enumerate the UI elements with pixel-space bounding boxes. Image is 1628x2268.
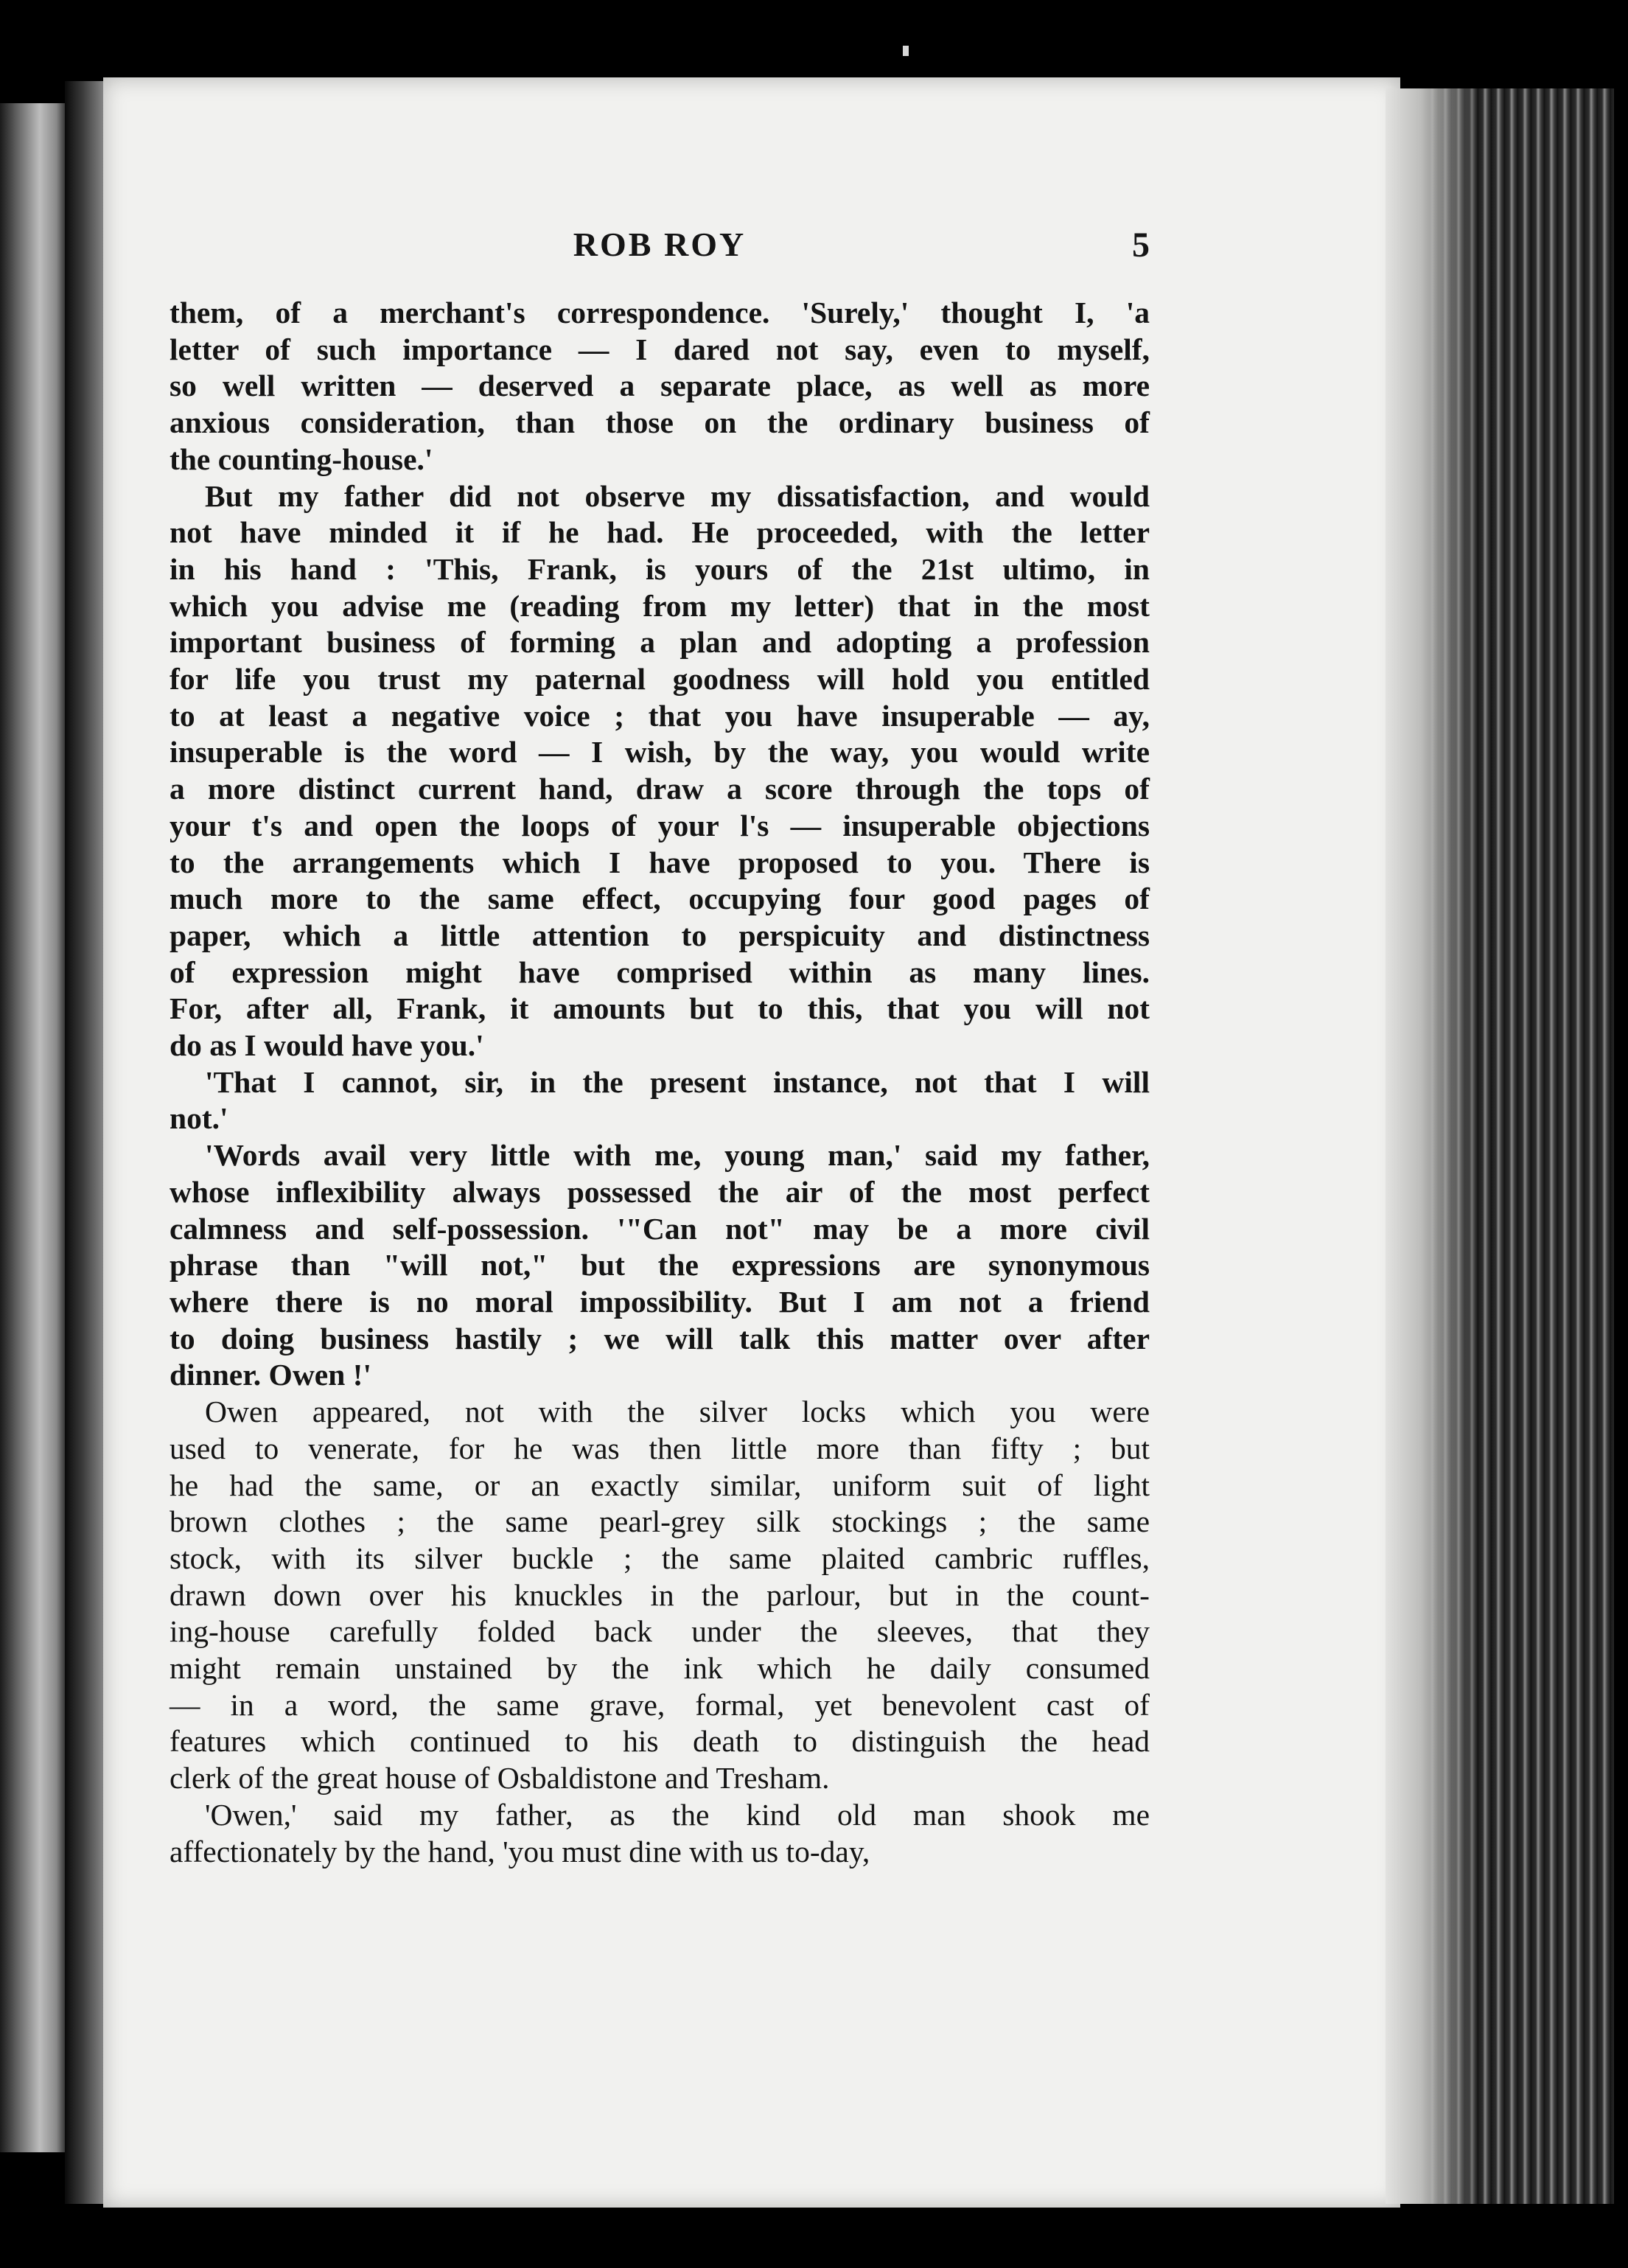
- text-line: much more to the same effect, occupying four good pages of: [170, 882, 1150, 916]
- text-line: affectionately by the hand, 'you must dine with us to-day,: [170, 1834, 870, 1869]
- running-head: [170, 225, 1150, 269]
- text-line: which you advise me (reading from my letter) that in the most: [170, 588, 1150, 623]
- text-line: in his hand : 'This, Frank, is yours of the 21st ultimo, in: [170, 551, 1150, 586]
- paragraph: [170, 1394, 1150, 1797]
- text-line: calmness and self-possession. '"Can not" may be a more civil: [170, 1211, 1150, 1246]
- text-line: where there is no moral impossibility. But I am not a friend: [170, 1284, 1150, 1319]
- text-line: dinner. Owen !': [170, 1358, 372, 1392]
- paragraph: [170, 295, 1150, 478]
- text-line: to the arrangements which I have proposed to you. There is: [170, 845, 1150, 879]
- body-text: [170, 295, 1150, 1870]
- text-line: not have minded it if he had. He proceeded, with the letter: [170, 515, 1150, 550]
- text-line: so well written — deserved a separate place, as well as more: [170, 369, 1150, 403]
- text-line: Owen appeared, not with the silver locks which you were: [205, 1395, 1150, 1429]
- text-line: to doing business hastily ; we will talk this matter over after: [170, 1321, 1150, 1355]
- text-line: for life you trust my paternal goodness will hold you entitled: [170, 662, 1150, 697]
- page-number: 5: [1132, 226, 1150, 265]
- paragraph: [170, 1137, 1150, 1394]
- text-line: used to venerate, for he was then little more than fifty ; but: [170, 1431, 1150, 1465]
- text-line: important business of forming a plan and adopting a profession: [170, 625, 1150, 660]
- text-line: stock, with its silver buckle ; the same plaited cambric ruffles,: [170, 1541, 1150, 1575]
- left-page-edge: [0, 103, 66, 2152]
- paragraph: [170, 478, 1150, 1064]
- text-line: anxious consideration, than those on the ordinary business of: [170, 405, 1150, 440]
- paragraph: [170, 1064, 1150, 1137]
- text-line: letter of such importance — I dared not say, even to myself,: [170, 332, 1150, 366]
- text-line: clerk of the great house of Osbaldistone and Tresham.: [170, 1761, 830, 1796]
- text-line: of expression might have comprised within as many lines.: [170, 955, 1150, 989]
- text-line: insuperable is the word — I wish, by the way, you would write: [170, 735, 1150, 770]
- text-line: might remain unstained by the ink which he daily consumed: [170, 1651, 1150, 1686]
- text-line: paper, which a little attention to perspicuity and distinctness: [170, 918, 1150, 952]
- text-line: your t's and open the loops of your l's — insuperable objections: [170, 808, 1150, 842]
- gutter-shadow: [65, 81, 109, 2204]
- text-line: For, after all, Frank, it amounts but to this, that you will not: [170, 991, 1150, 1026]
- running-title: ROB ROY: [573, 226, 747, 263]
- text-line: not.': [170, 1101, 228, 1136]
- text-line: 'That I cannot, sir, in the present instance, not that I will: [205, 1064, 1150, 1099]
- text-line: But my father did not observe my dissatisfaction, and would: [205, 478, 1150, 513]
- text-line: features which continued to his death to distinguish the head: [170, 1724, 1150, 1759]
- text-line: do as I would have you.': [170, 1028, 484, 1063]
- paragraph: [170, 1797, 1150, 1870]
- text-line: ing-house carefully folded back under the sleeves, that they: [170, 1614, 1150, 1649]
- text-line: — in a word, the same grave, formal, yet benevolent cast of: [170, 1687, 1150, 1722]
- text-line: brown clothes ; the same pearl-grey silk stockings ; the same: [170, 1504, 1150, 1539]
- text-line: phrase than "will not," but the expressions are synonymous: [170, 1248, 1150, 1283]
- text-line: a more distinct current hand, draw a score through the tops of: [170, 772, 1150, 806]
- text-line: the counting-house.': [170, 442, 433, 476]
- text-line: 'Owen,' said my father, as the kind old man shook me: [205, 1797, 1150, 1832]
- text-line: them, of a merchant's correspondence. 'Surely,' thought I, 'a: [170, 296, 1150, 329]
- page-edge-fade: [1386, 88, 1474, 2204]
- scan-mark: [903, 46, 909, 56]
- text-line: to at least a negative voice ; that you have insuperable — ay,: [170, 698, 1150, 733]
- text-line: drawn down over his knuckles in the parlour, but in the count-: [170, 1577, 1150, 1612]
- text-line: 'Words avail very little with me, young man,' said my father,: [205, 1138, 1150, 1173]
- text-line: whose inflexibility always possessed the air of the most perfect: [170, 1174, 1150, 1209]
- text-line: he had the same, or an exactly similar, uniform suit of light: [170, 1468, 1150, 1502]
